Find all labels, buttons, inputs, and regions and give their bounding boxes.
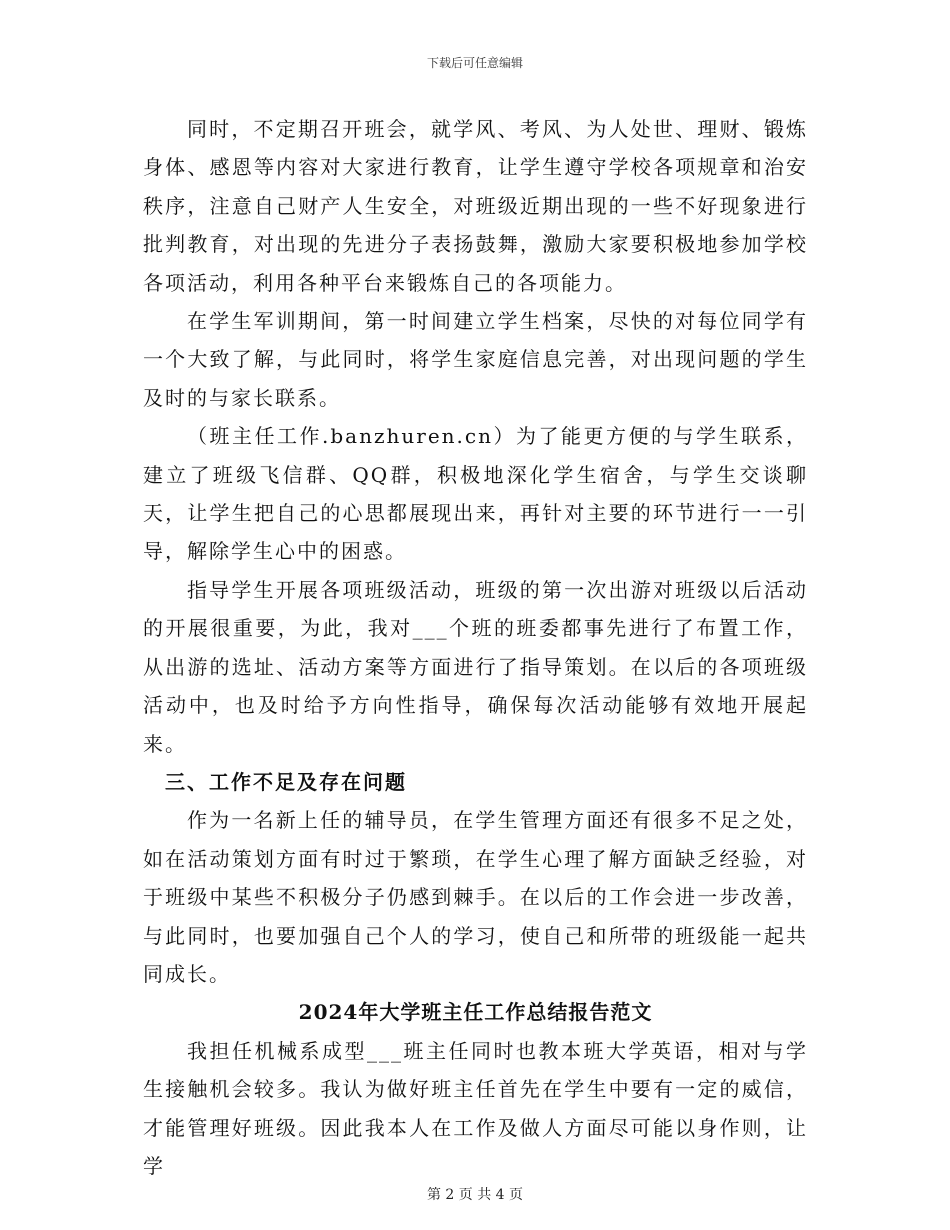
page-footer: 第 2 页 共 4 页 — [426, 1187, 524, 1203]
paragraph-military-training: 在学生军训期间，第一时间建立学生档案，尽快的对每位同学有一个大致了解，与此同时，将学生家庭信息完善，对出现问题的学生及时的与家长联系。 — [143, 309, 808, 410]
paragraph-article-intro: 我担任机械系成型___班主任同时也教本班大学英语，相对与学生接触机会较多。我认为做好班主任首先在学生中要有一定的威信，才能管理好班级。因此我本人在工作及做人方面尽可能以身作则，让学 — [143, 1038, 808, 1178]
document-body — [143, 110, 808, 1185]
paragraph-shortcomings: 作为一名新上任的辅导员，在学生管理方面还有很多不足之处，如在活动策划方面有时过于繁琐，在学生心理了解方面缺乏经验，对于班级中某些不积极分子仍感到棘手。在以后的工作会进一步改善，与此同时，也要加强自己个人的学习，使自己和所带的班级能一起共同成长。 — [143, 808, 808, 986]
paragraph-contact-students: （班主任工作.banzhuren.cn）为了能更方便的与学生联系，建立了班级飞信群、QQ群，积极地深化学生宿舍，与学生交谈聊天，让学生把自己的心思都展现出来，再针对主要的环节进行一一引导，解除学生心中的困惑。 — [143, 424, 808, 564]
paragraph-class-meetings: 同时，不定期召开班会，就学风、考风、为人处世、理财、锻炼身体、感恩等内容对大家进行教育，让学生遵守学校各项规章和治安秩序，注意自己财产人生安全，对班级近期出现的一些不好现象进行批判教育，对出现的先进分子表扬鼓舞，激励大家要积极地参加学校各项活动，利用各种平台来锻炼自己的各项能力。 — [143, 117, 808, 295]
paragraph-class-activities: 指导学生开展各项班级活动，班级的第一次出游对班级以后活动的开展很重要，为此，我对___个班的班委都事先进行了布置工作，从出游的选址、活动方案等方面进行了指导策划。在以后的各项班级活动中，也及时给予方向性指导，确保每次活动能够有效地开展起来。 — [143, 577, 808, 756]
article-title: 2024年大学班主任工作总结报告范文 — [298, 1000, 653, 1025]
section-heading-shortcomings: 三、工作不足及存在问题 — [165, 769, 407, 794]
page-header: 下载后可任意编辑 — [426, 56, 523, 70]
